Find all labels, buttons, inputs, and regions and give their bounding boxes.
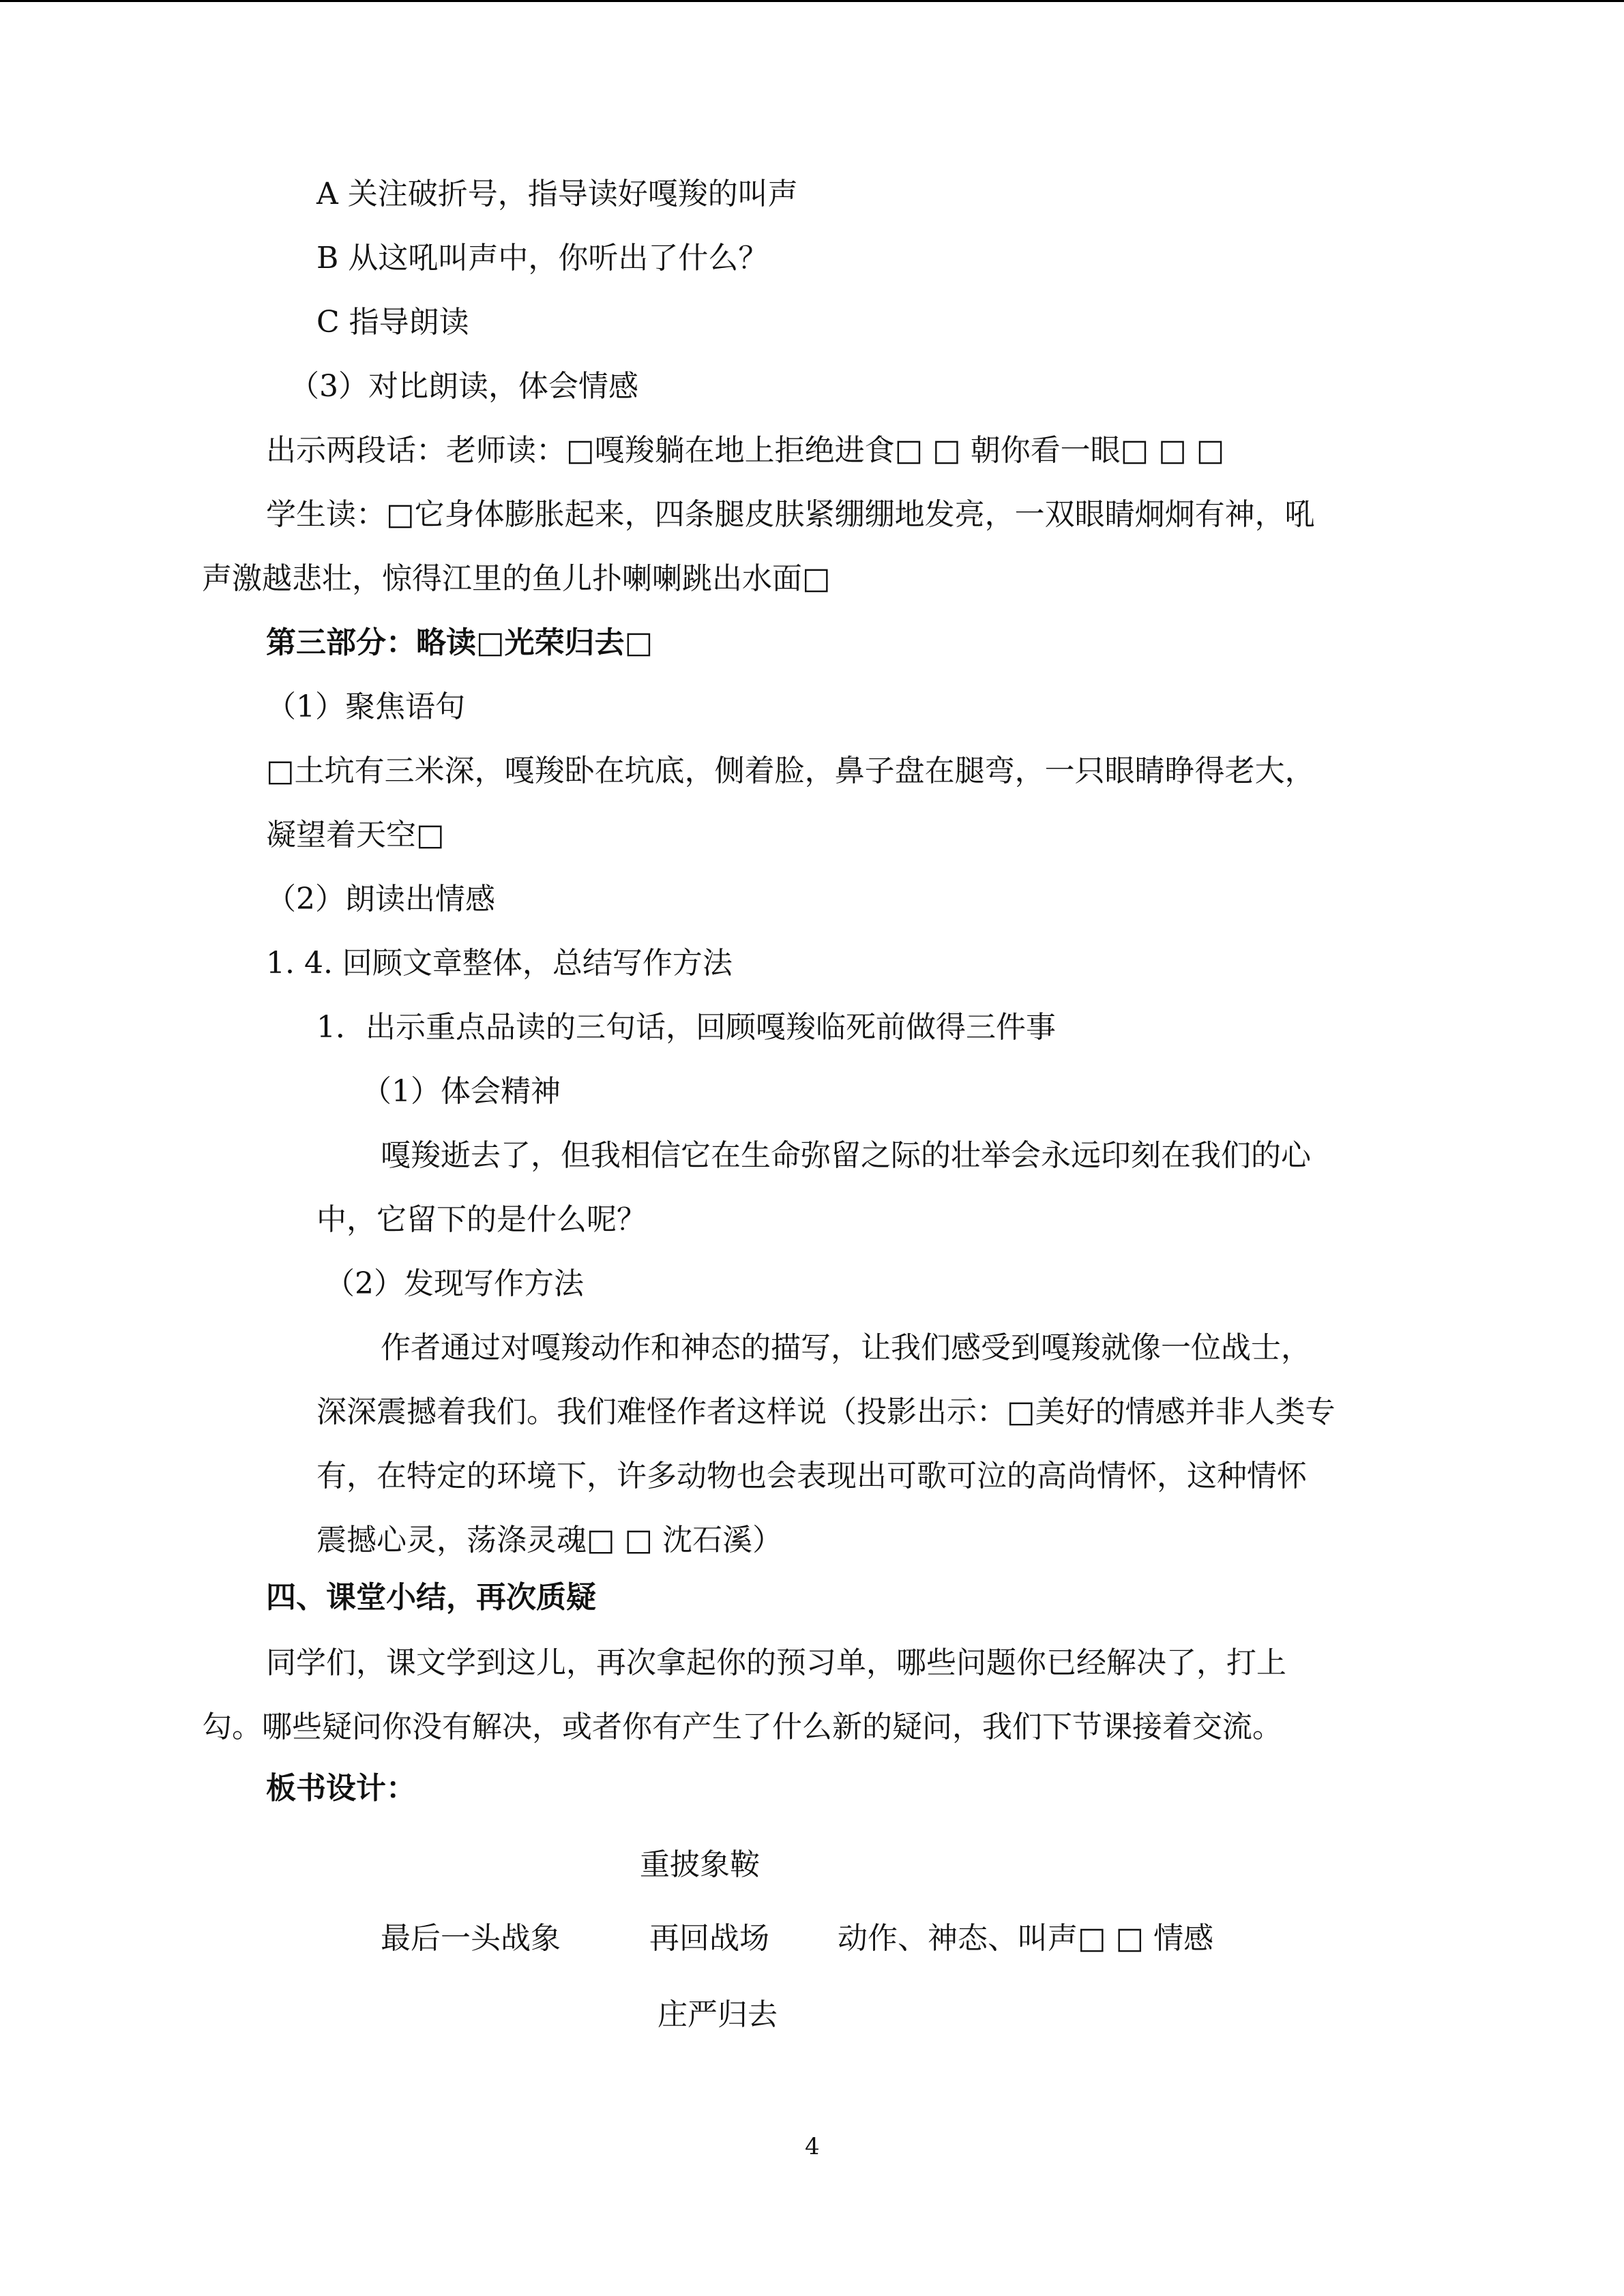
text-line: 有，在特定的环境下，许多动物也会表现出可歌可泣的高尚情怀，这种情怀	[316, 1459, 1307, 1493]
text-line: 勾。哪些疑问你没有解决，或者你有产生了什么新的疑问，我们下节课接着交流。	[202, 1710, 1282, 1744]
section-heading: 第三部分：略读□光荣归去□	[266, 625, 653, 660]
board-left: 最后一头战象	[381, 1921, 561, 1956]
text-line: 同学们，课文学到这儿，再次拿起你的预习单，哪些问题你已经解决了，打上	[266, 1645, 1286, 1680]
text-line: 震撼心灵，荡涤灵魂□ □ 沈石溪）	[316, 1523, 783, 1557]
text-line: A 关注破折号，指导读好嘎羧的叫声	[316, 177, 798, 211]
text-line: （2）发现写作方法	[325, 1266, 584, 1301]
board-top: 重披象鞍	[640, 1847, 760, 1882]
board-middle: 再回战场	[649, 1921, 769, 1956]
text-line: □土坑有三米深，嘎羧卧在坑底，侧着脸，鼻子盘在腿弯，一只眼睛睁得老大，	[266, 754, 1315, 788]
text-line: 中，它留下的是什么呢？	[316, 1202, 647, 1237]
text-line: （1）体会精神	[361, 1074, 561, 1109]
page-top-border	[0, 0, 1624, 2]
text-line: 1．出示重点品读的三句话，回顾嘎羧临死前做得三件事	[316, 1010, 1056, 1045]
page-number: 4	[805, 2133, 820, 2160]
section-heading: 四、课堂小结，再次质疑	[266, 1580, 596, 1615]
text-line: C 指导朗读	[316, 305, 469, 340]
text-line: B 从这吼叫声中，你听出了什么？	[316, 241, 769, 275]
text-line: （3）对比朗读，体会情感	[289, 369, 638, 404]
text-line: 凝望着天空□	[266, 818, 445, 852]
board-bottom: 庄严归去	[658, 1997, 778, 2032]
text-line: 学生读：□它身体膨胀起来，四条腿皮肤紧绷绷地发亮，一双眼睛炯炯有神，吼	[266, 497, 1315, 532]
section-heading: 板书设计：	[266, 1771, 416, 1806]
text-line: 作者通过对嘎羧动作和神态的描写，让我们感受到嘎羧就像一位战士，	[381, 1330, 1311, 1365]
text-line: （1）聚焦语句	[266, 689, 465, 724]
text-line: 嘎羧逝去了，但我相信它在生命弥留之际的壮举会永远印刻在我们的心	[381, 1138, 1311, 1173]
text-line: （2）朗读出情感	[266, 882, 495, 916]
text-line: 声激越悲壮，惊得江里的鱼儿扑喇喇跳出水面□	[202, 561, 831, 596]
text-line: 1. 4. 回顾文章整体，总结写作方法	[266, 946, 733, 981]
text-line: 深深震撼着我们。我们难怪作者这样说（投影出示：□美好的情感并非人类专	[316, 1395, 1335, 1429]
board-right: 动作、神态、叫声□ □ 情感	[838, 1921, 1214, 1956]
text-line: 出示两段话：老师读：□嘎羧躺在地上拒绝进食□ □ 朝你看一眼□ □ □	[266, 433, 1225, 468]
